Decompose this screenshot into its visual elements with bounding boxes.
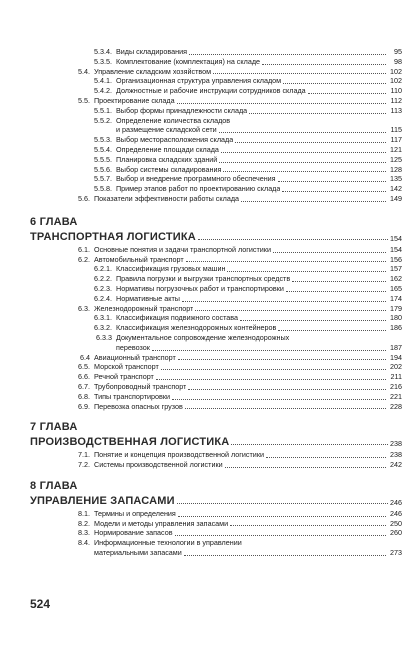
entry-page: 102 (390, 66, 402, 76)
entry-number: 5.6. (78, 193, 90, 203)
entry-number: 5.3.4. (94, 47, 112, 56)
entry-number: 6.3.2. (94, 323, 112, 333)
entry-title: Перевозка опасных грузов (94, 401, 183, 411)
toc-entry (30, 519, 402, 529)
entry-page: 162 (390, 274, 402, 284)
entry-title: Основные понятия и задачи транспортной логистики (94, 244, 271, 254)
toc-entry (30, 165, 402, 175)
toc-entry (30, 135, 402, 145)
dot-leader (282, 191, 386, 192)
entry-page: 250 (390, 518, 402, 528)
entry-title: Морской транспорт (94, 362, 159, 372)
dot-leader (195, 310, 386, 311)
dot-leader (182, 301, 386, 302)
dot-leader (186, 261, 386, 262)
dot-leader (219, 162, 386, 163)
chapter-heading (30, 229, 402, 243)
entry-title: Управление складским хозяйством (94, 66, 212, 76)
entry-page: 125 (390, 154, 402, 164)
toc-entry (30, 255, 402, 265)
entry-title: Показатели эффективности работы склада (94, 193, 240, 203)
entry-number: 5.4. (78, 66, 90, 76)
entry-title: Автомобильный транспорт (94, 254, 184, 264)
entry-number: 5.5. (78, 95, 90, 105)
entry-title: Определение площади склада (116, 144, 219, 154)
dot-leader (178, 359, 386, 360)
entry-title: Авиационный транспорт (94, 352, 176, 362)
dot-leader (308, 93, 386, 94)
entry-title: Правила погрузки и выгрузки транспортных средств (116, 274, 291, 284)
entry-title-continued: и размещение складской сети (116, 125, 217, 135)
toc-entry (30, 86, 402, 96)
dot-leader (230, 525, 386, 526)
toc-entry (30, 304, 402, 314)
toc-entry (30, 116, 402, 126)
entry-title: Понятие и концепция производственной логистики (94, 450, 264, 460)
entry-title: Системы производственной логистики (94, 460, 223, 470)
dot-leader (273, 252, 386, 253)
entry-title: Типы транспортировки (94, 391, 171, 401)
entry-page: 121 (390, 144, 402, 154)
chapter-page: 246 (390, 497, 402, 507)
entry-number: 5.5.8. (94, 184, 112, 194)
entry-title: Нормативы погрузочных работ и транспортировки (116, 283, 284, 293)
dot-leader (178, 516, 386, 517)
dot-leader (156, 379, 386, 380)
toc-entry (30, 313, 402, 323)
toc-entry (30, 294, 402, 304)
entry-number: 5.5.2. (94, 115, 112, 125)
dot-leader (161, 369, 386, 370)
dot-leader (177, 503, 388, 504)
dot-leader (175, 535, 386, 536)
dot-leader (184, 555, 386, 556)
dot-leader (223, 171, 386, 172)
entry-title: Документальное сопровождение железнодорожных (116, 332, 290, 342)
entry-number: 6.8. (78, 391, 90, 401)
entry-title: Планировка складских зданий (116, 154, 218, 164)
entry-page: 112 (390, 95, 402, 105)
dot-leader (198, 239, 388, 240)
dot-leader (213, 73, 386, 74)
toc-entry (30, 245, 402, 255)
entry-page: 102 (390, 76, 402, 86)
chapter-title: УПРАВЛЕНИЕ ЗАПАСАМИ (30, 494, 175, 507)
entry-number: 5.5.1. (94, 105, 112, 115)
toc-entry (30, 284, 402, 294)
entry-page: 202 (390, 362, 402, 372)
entry-number: 6.2.2. (94, 274, 112, 284)
chapter-heading (30, 493, 402, 507)
toc-entry-continuation (30, 125, 402, 135)
toc-entry (30, 362, 402, 372)
chapter-label: 8 ГЛАВА (30, 479, 78, 492)
chapter-title: ПРОИЗВОДСТВЕННАЯ ЛОГИСТИКА (30, 436, 230, 449)
entry-page: 117 (390, 135, 402, 145)
toc-entry (30, 382, 402, 392)
entry-page: 135 (390, 174, 402, 184)
toc-entry (30, 274, 402, 284)
chapter-title: ТРАНСПОРТНАЯ ЛОГИСТИКА (30, 230, 196, 243)
entry-title: Трубопроводный транспорт (94, 381, 187, 391)
entry-number: 6.5. (78, 362, 90, 372)
entry-page: 179 (390, 303, 402, 313)
chapter-label: 6 ГЛАВА (30, 215, 78, 228)
entry-page: 165 (390, 283, 402, 293)
entry-title: Железнодорожный транспорт (94, 303, 194, 313)
entry-title: Речной транспорт (94, 372, 154, 382)
entry-number: 5.4.2. (94, 86, 112, 96)
dot-leader (188, 389, 386, 390)
entry-title-continued: материальными запасами (94, 548, 182, 558)
toc-entry (30, 76, 402, 86)
toc-entry (30, 47, 402, 57)
toc-entry (30, 184, 402, 194)
dot-leader (177, 103, 386, 104)
entry-title: Определение количества складов (116, 115, 231, 125)
entry-title: Термины и определения (94, 508, 176, 518)
entry-title-continued: перевозок (116, 342, 150, 352)
toc-entry (30, 353, 402, 363)
entry-page: 156 (390, 254, 402, 264)
dot-leader (241, 201, 386, 202)
dot-leader (292, 281, 386, 282)
entry-number: 5.5.3. (94, 135, 112, 145)
toc-entry (30, 460, 402, 470)
toc-entry (30, 538, 402, 548)
entry-number: 5.5.4. (94, 144, 112, 154)
dot-leader (172, 399, 386, 400)
toc-entry (30, 333, 402, 343)
entry-page: 142 (390, 184, 402, 194)
entry-title: Модели и методы управления запасами (94, 518, 229, 528)
toc-entry (30, 145, 402, 155)
entry-title: Выбор формы принадлежности склада (116, 105, 248, 115)
entry-number: 6.1. (78, 244, 90, 254)
entry-title: Нормативные акты (116, 293, 180, 303)
dot-leader (189, 54, 386, 55)
entry-number: 5.5.5. (94, 154, 112, 164)
dot-leader (278, 181, 386, 182)
entry-page: 113 (390, 105, 402, 115)
entry-title: Информационные технологии в управлении (94, 538, 242, 548)
dot-leader (283, 83, 386, 84)
entry-number: 6.9. (78, 401, 90, 411)
entry-page: 180 (390, 313, 402, 323)
entry-page: 216 (390, 381, 402, 391)
entry-page: 98 (394, 56, 402, 66)
entry-page: 228 (390, 401, 402, 411)
entry-number: 6.2.1. (94, 264, 112, 274)
entry-title: Комплектование (комплектация) на складе (116, 56, 261, 66)
dot-leader (231, 444, 388, 445)
entry-page: 246 (390, 508, 402, 518)
entry-page: 186 (390, 323, 402, 333)
page-number: 524 (30, 597, 51, 611)
entry-number: 5.4.1. (94, 76, 112, 86)
table-of-contents (30, 47, 402, 558)
dot-leader (249, 113, 386, 114)
toc-entry (30, 528, 402, 538)
entry-title: Классификация грузовых машин (116, 264, 226, 274)
chapter-label: 7 ГЛАВА (30, 421, 78, 434)
entry-number: 6.3.1. (94, 313, 112, 323)
entry-title: Выбор и внедрение программного обеспечения (116, 174, 276, 184)
entry-number: 6.2.4. (94, 293, 112, 303)
dot-leader (262, 64, 386, 65)
dot-leader (185, 408, 386, 409)
entry-number: 7.1. (78, 450, 90, 460)
dot-leader (152, 350, 386, 351)
dot-leader (266, 457, 386, 458)
toc-entry (30, 509, 402, 519)
entry-number: 5.3.5. (94, 56, 112, 66)
toc-entry (30, 67, 402, 77)
toc-entry (30, 96, 402, 106)
entry-number: 6.3. (78, 303, 90, 313)
entry-number: 7.2. (78, 460, 90, 470)
toc-entry (30, 155, 402, 165)
toc-entry (30, 392, 402, 402)
entry-number: 8.4. (78, 538, 90, 548)
dot-leader (221, 152, 386, 153)
entry-number: 5.5.7. (94, 174, 112, 184)
toc-entry (30, 57, 402, 67)
entry-number: 6.6. (78, 372, 90, 382)
toc-entry-continuation (30, 548, 402, 558)
dot-leader (225, 467, 386, 468)
entry-page: 194 (390, 352, 402, 362)
entry-page: 154 (390, 244, 402, 254)
entry-page: 95 (394, 47, 402, 56)
toc-entry (30, 402, 402, 412)
toc-entry (30, 174, 402, 184)
toc-entry (30, 194, 402, 204)
entry-number: 5.5.6. (94, 164, 112, 174)
dot-leader (286, 291, 386, 292)
chapter-heading (30, 434, 402, 448)
entry-number: 6.7. (78, 381, 90, 391)
entry-title: Должностные и рабочие инструкции сотрудников склада (116, 86, 306, 96)
toc-entry (30, 450, 402, 460)
entry-page: 174 (390, 293, 402, 303)
entry-title: Выбор месторасположения склада (116, 135, 234, 145)
dot-leader (240, 320, 386, 321)
entry-title: Классификация железнодорожных контейнеров (116, 323, 277, 333)
toc-entry (30, 106, 402, 116)
entry-page: 242 (390, 460, 402, 470)
dot-leader (219, 132, 386, 133)
entry-page: 149 (390, 193, 402, 203)
dot-leader (235, 142, 386, 143)
chapter-page: 238 (390, 439, 402, 449)
entry-page: 157 (390, 264, 402, 274)
dot-leader (227, 271, 386, 272)
toc-entry (30, 372, 402, 382)
entry-title: Виды складирования (116, 47, 187, 56)
entry-page: 128 (390, 164, 402, 174)
entry-number: 8.3. (78, 528, 90, 538)
entry-title: Проектирование склада (94, 95, 175, 105)
entry-page: 110 (390, 86, 402, 96)
entry-page: 260 (390, 528, 402, 538)
entry-title: Нормирование запасов (94, 528, 173, 538)
entry-number: 6.2. (78, 254, 90, 264)
entry-title: Пример этапов работ по проектированию склада (116, 184, 281, 194)
entry-number: 6.4 (80, 352, 90, 362)
entry-number: 8.2. (78, 518, 90, 528)
entry-number: 6.2.3. (94, 283, 112, 293)
entry-page: 211 (390, 372, 402, 382)
entry-page: 221 (390, 391, 402, 401)
chapter-page: 154 (390, 233, 402, 243)
toc-entry-continuation (30, 343, 402, 353)
toc-entry (30, 264, 402, 274)
entry-title: Организационная структура управления складом (116, 76, 282, 86)
entry-page: 187 (390, 342, 402, 352)
entry-number: 8.1. (78, 508, 90, 518)
dot-leader (278, 330, 386, 331)
entry-number: 6.3.3 (96, 332, 112, 342)
entry-page: 115 (390, 125, 402, 135)
entry-page: 238 (390, 450, 402, 460)
entry-page: 273 (390, 548, 402, 558)
entry-title: Выбор системы складирования (116, 164, 222, 174)
entry-title: Классификация подвижного состава (116, 313, 239, 323)
toc-entry (30, 323, 402, 333)
